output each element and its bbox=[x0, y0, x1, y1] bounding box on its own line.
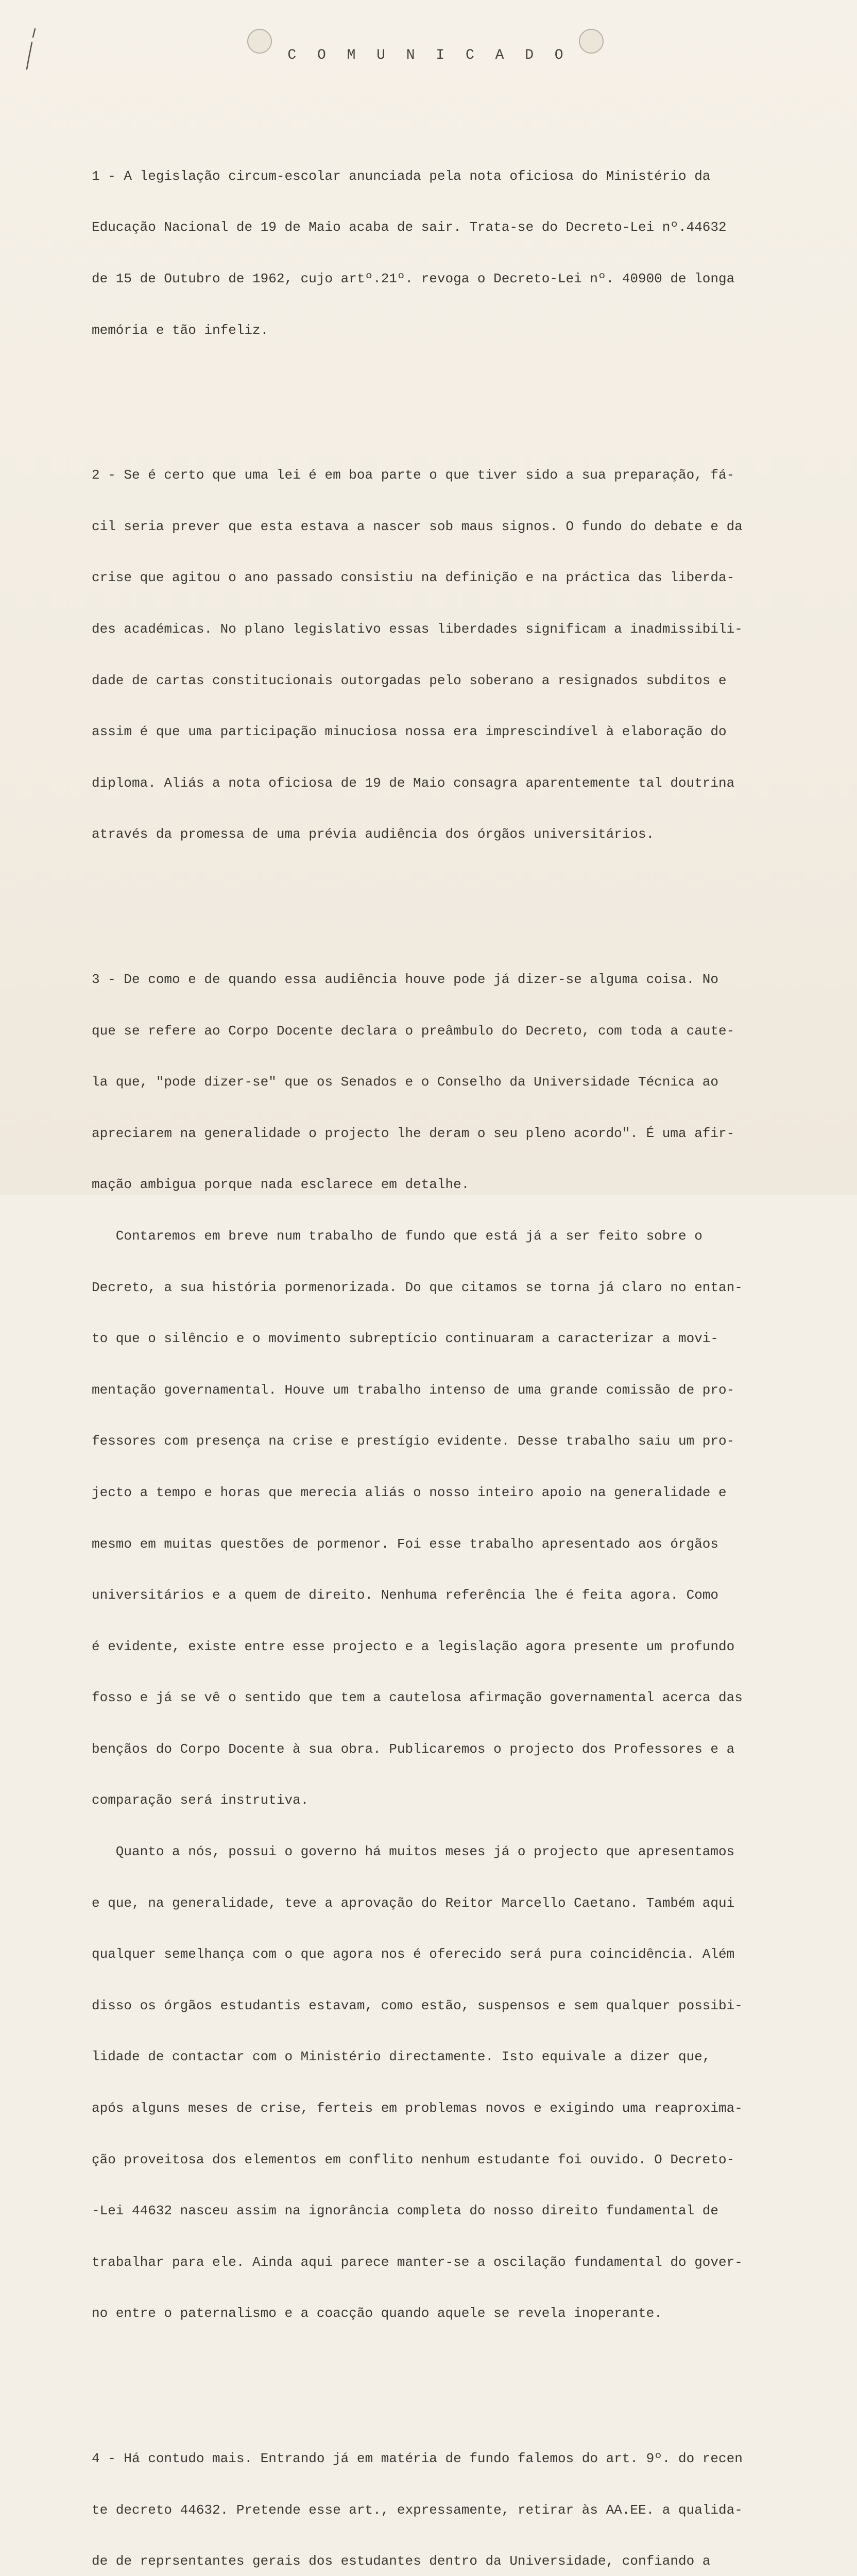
text-line: 1 - A legislação circum-escolar anunciada pela nota oficiosa do Ministério da bbox=[92, 168, 711, 184]
text-line: cil seria prever que esta estava a nascer sob maus signos. O fundo do debate e da bbox=[92, 518, 743, 534]
text-line: des académicas. No plano legislativo essas liberdades significam a inadmissibili- bbox=[92, 621, 743, 637]
text-line: é evidente, existe entre esse projecto e a legislação agora presente um profundo bbox=[92, 1638, 735, 1654]
text-line: de de reprsentantes gerais dos estudantes dentro da Universidade, confiando a bbox=[92, 2553, 711, 2569]
text-line: diploma. Aliás a nota oficiosa de 19 de Maio consagra aparentemente tal doutrina bbox=[92, 775, 735, 791]
document-title: C O M U N I C A D O bbox=[287, 47, 570, 63]
text-line: e que, na generalidade, teve a aprovação do Reitor Marcello Caetano. Também aqui bbox=[92, 1895, 735, 1911]
paragraph-1 bbox=[92, 133, 844, 373]
text-line: dade de cartas constitucionais outorgadas pelo soberano a resignados subditos e bbox=[92, 672, 727, 688]
text-line: Contaremos em breve num trabalho de fundo que está já a ser feito sobre o bbox=[92, 1228, 702, 1244]
text-line: to que o silêncio e o movimento subreptício continuaram a caracterizar a movi- bbox=[92, 1331, 718, 1347]
text-line: 3 - De como e de quando essa audiência houve pode já dizer-se alguma coisa. No bbox=[92, 971, 718, 987]
text-line: -Lei 44632 nasceu assim na ignorância completa do nosso direito fundamental de bbox=[92, 2203, 718, 2219]
document-body bbox=[92, 99, 844, 2576]
text-line: fosso e já se vê o sentido que tem a cautelosa afirmação governamental acerca das bbox=[92, 1690, 743, 1706]
text-line: jecto a tempo e horas que merecia aliás o nosso inteiro apoio na generalidade e bbox=[92, 1484, 727, 1500]
text-line: te decreto 44632. Pretende esse art., expressamente, retirar às AA.EE. a qualida- bbox=[92, 2502, 743, 2518]
text-line: fessores com presença na crise e prestígio evidente. Desse trabalho saiu um pro- bbox=[92, 1433, 735, 1449]
text-line: crise que agitou o ano passado consistiu na definição e na práctica das liberda- bbox=[92, 570, 735, 586]
text-line: mentação governamental. Houve um trabalho intenso de uma grande comissão de pro- bbox=[92, 1382, 735, 1398]
text-line: mesmo em muitas questões de pormenor. Foi esse trabalho apresentado aos órgãos bbox=[92, 1536, 718, 1552]
text-line: bençãos do Corpo Docente à sua obra. Publicaremos o projecto dos Professores e a bbox=[92, 1741, 735, 1757]
text-line: 2 - Se é certo que uma lei é em boa parte o que tiver sido a sua preparação, fá- bbox=[92, 467, 735, 483]
text-line: memória e tão infeliz. bbox=[92, 322, 269, 338]
text-line: que se refere ao Corpo Docente declara o preâmbulo do Decreto, com toda a caute- bbox=[92, 1023, 735, 1039]
text-line: qualquer semelhança com o que agora nos é oferecido será pura coincidência. Além bbox=[92, 1946, 735, 1962]
text-line: trabalhar para ele. Ainda aqui parece manter-se a oscilação fundamental do gover- bbox=[92, 2254, 743, 2270]
text-line: após alguns meses de crise, ferteis em problemas novos e exigindo uma reaproxima- bbox=[92, 2100, 743, 2116]
text-line: apreciarem na generalidade o projecto lhe deram o seu pleno acordo". É uma afir- bbox=[92, 1125, 735, 1141]
text-line: no entre o paternalismo e a coacção quando aquele se revela inoperante. bbox=[92, 2306, 662, 2321]
text-line: de 15 de Outubro de 1962, cujo artº.21º. revoga o Decreto-Lei nº. 40900 de longa bbox=[92, 271, 735, 286]
text-line: lidade de contactar com o Ministério directamente. Isto equivale a dizer que, bbox=[92, 2049, 711, 2065]
text-line: através da promessa de uma prévia audiência dos órgãos universitários. bbox=[92, 826, 655, 842]
text-line: la que, "pode dizer-se" que os Senados e o Conselho da Universidade Técnica ao bbox=[92, 1074, 718, 1090]
text-line: Quanto a nós, possui o governo há muitos meses já o projecto que apresentamos bbox=[92, 1844, 735, 1860]
text-line: Educação Nacional de 19 de Maio acaba de sair. Trata-se do Decreto-Lei nº.44632 bbox=[92, 219, 727, 235]
text-line: ção proveitosa dos elementos em conflito nenhum estudante foi ouvido. O Decreto- bbox=[92, 2151, 735, 2167]
text-line: assim é que uma participação minuciosa nossa era imprescindível à elaboração do bbox=[92, 724, 727, 740]
text-line: comparação será instrutiva. bbox=[92, 1792, 309, 1808]
text-line: disso os órgãos estudantis estavam, como estão, suspensos e sem qualquer possibi- bbox=[92, 1997, 743, 2013]
paragraph-2 bbox=[92, 433, 844, 877]
paragraph-4 bbox=[92, 2416, 844, 2576]
text-line: universitários e a quem de direito. Nenhuma referência lhe é feita agora. Como bbox=[92, 1587, 718, 1603]
text-line: Decreto, a sua história pormenorizada. Do que citamos se torna já claro no entan- bbox=[92, 1279, 743, 1295]
paragraph-3 bbox=[92, 937, 844, 2357]
text-line: 4 - Há contudo mais. Entrando já em matéria de fundo falemos do art. 9º. do recen bbox=[92, 2451, 743, 2467]
text-line: mação ambigua porque nada esclarece em detalhe. bbox=[92, 1177, 470, 1193]
